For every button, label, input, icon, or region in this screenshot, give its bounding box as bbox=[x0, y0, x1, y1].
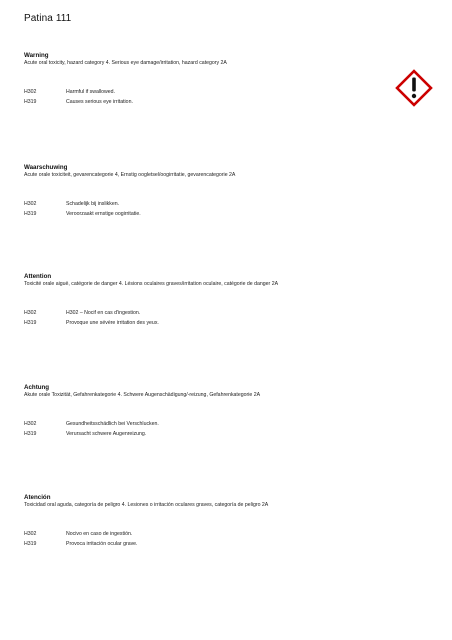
hazard-text: Provoque une sévère irritation des yeux. bbox=[66, 320, 159, 326]
hazard-statements bbox=[24, 529, 424, 549]
hazard-statement bbox=[24, 87, 424, 97]
hazard-statement bbox=[24, 318, 424, 328]
hazard-text: H302 – Nocif en cas d'ingestion. bbox=[66, 310, 141, 316]
hazard-text: Causes serious eye irritation. bbox=[66, 99, 133, 105]
hazard-text: Harmful if swallowed. bbox=[66, 89, 116, 95]
hazard-statement bbox=[24, 199, 424, 209]
section-heading: Warning bbox=[24, 52, 49, 59]
hazard-code: H319 bbox=[24, 211, 37, 217]
hazard-code: H319 bbox=[24, 320, 37, 326]
hazard-text: Provoca irritación ocular grave. bbox=[66, 541, 138, 547]
hazard-code: H319 bbox=[24, 431, 37, 437]
hazard-statements bbox=[24, 419, 424, 439]
hazard-text: Gesundheitsschädlich bei Verschlucken. bbox=[66, 421, 159, 427]
hazard-statement bbox=[24, 529, 424, 539]
hazard-code: H319 bbox=[24, 99, 37, 105]
hazard-text: Nocivo en caso de ingestión. bbox=[66, 531, 133, 537]
hazard-classification: Toxicité orale aiguë, catégorie de danger 4. Lésions oculaires graves/irritation oculaire, catégorie de danger 2A bbox=[24, 281, 279, 287]
hazard-statements bbox=[24, 199, 424, 219]
hazard-statement bbox=[24, 97, 424, 107]
hazard-code: H302 bbox=[24, 89, 37, 95]
hazard-text: Verursacht schwere Augenreizung. bbox=[66, 431, 147, 437]
hazard-classification: Toxicidad oral aguda, categoría de peligro 4. Lesiones o irritación oculares graves, categoría de peligro 2A bbox=[24, 502, 269, 508]
hazard-code: H302 bbox=[24, 531, 37, 537]
hazard-statement bbox=[24, 419, 424, 429]
hazard-text: Veroorzaakt ernstige oogirritatie. bbox=[66, 211, 141, 217]
section-heading: Attention bbox=[24, 273, 52, 280]
warning-section-nl bbox=[24, 164, 424, 219]
warning-section-fr bbox=[24, 273, 424, 328]
section-heading: Achtung bbox=[24, 384, 50, 391]
hazard-statements bbox=[24, 308, 424, 328]
section-heading: Waarschuwing bbox=[24, 164, 68, 171]
warning-section-en bbox=[24, 52, 424, 107]
hazard-text: Schadelijk bij inslikken. bbox=[66, 201, 120, 207]
hazard-statement bbox=[24, 429, 424, 439]
hazard-classification: Akute orale Toxizität, Gefahrenkategorie 4. Schwere Augenschädigung/-reizung, Gefahrenkategorie 2A bbox=[24, 392, 261, 398]
document-title: Patina 111 bbox=[24, 13, 72, 24]
hazard-classification: Acute orale toxiciteit, gevarencategorie 4, Ernstig oogletsel/oogirritatie, gevarencategorie 2A bbox=[24, 172, 236, 178]
hazard-code: H302 bbox=[24, 201, 37, 207]
hazard-code: H302 bbox=[24, 310, 37, 316]
warning-section-es bbox=[24, 494, 424, 549]
hazard-statement bbox=[24, 209, 424, 219]
hazard-code: H302 bbox=[24, 421, 37, 427]
hazard-classification: Acute oral toxicity, hazard category 4. Serious eye damage/irritation, hazard category 2A bbox=[24, 60, 227, 66]
hazard-statements bbox=[24, 87, 424, 107]
hazard-statement bbox=[24, 308, 424, 318]
hazard-code: H319 bbox=[24, 541, 37, 547]
hazard-statement bbox=[24, 539, 424, 549]
warning-section-de bbox=[24, 384, 424, 439]
section-heading: Atención bbox=[24, 494, 51, 501]
